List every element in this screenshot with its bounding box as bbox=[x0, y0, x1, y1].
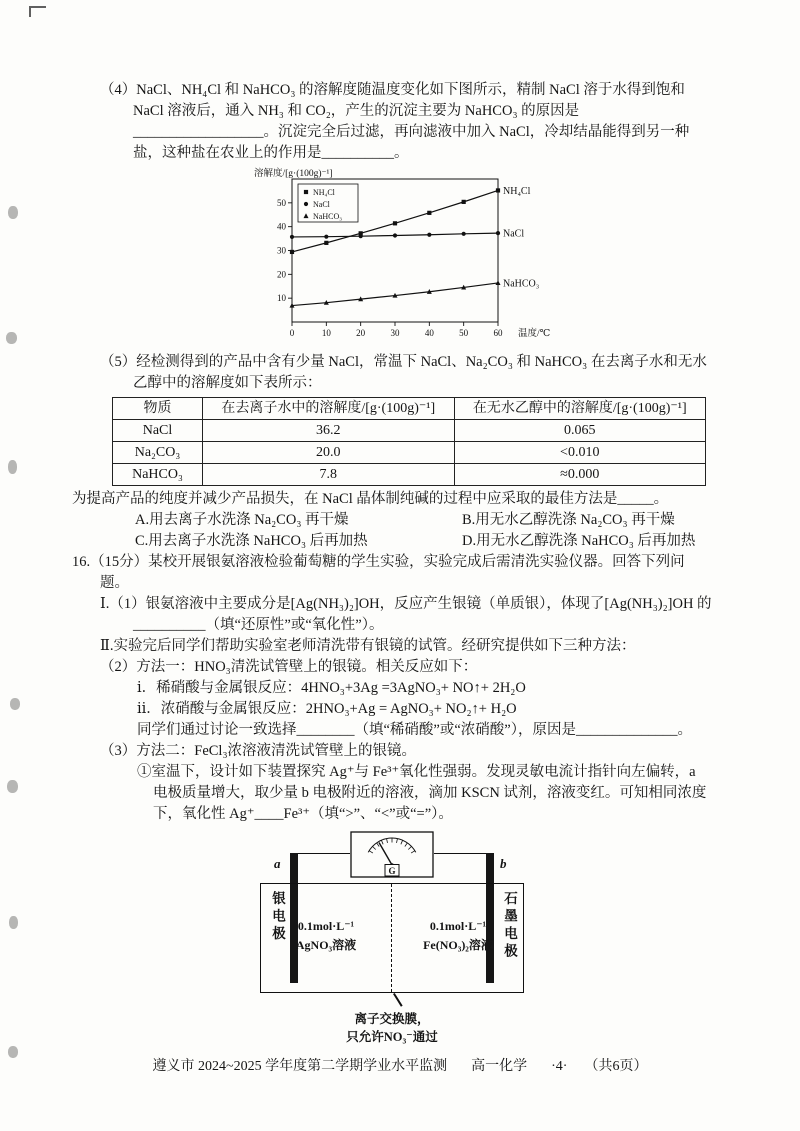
wire-right bbox=[434, 853, 490, 854]
table-header-row bbox=[113, 398, 706, 420]
q16-part2: Ⅱ.实验完后同学们帮助实验室老师清洗带有银镜的试管。经研究提供如下三种方法： bbox=[100, 638, 636, 654]
electrode-a-tag: a bbox=[274, 856, 281, 871]
option-c: C.用去离子水洗涤 NaHCO₃ 后再加热 bbox=[135, 533, 368, 549]
solubility-chart-svg bbox=[248, 167, 560, 349]
svg-text:NaCl: NaCl bbox=[503, 228, 525, 240]
scan-artifact bbox=[8, 460, 17, 474]
page-footer bbox=[0, 1056, 800, 1077]
q16-method2 bbox=[100, 741, 712, 762]
question-4-text: NaCl、NH₄Cl 和 NaHCO₃ 的溶解度随温度变化如下图所示，精制 NaCl 溶于水得到饱和 NaCl 溶液后，通入 NH₃ 和 CO₂，产生的沉淀主要为 NaHCO₃ 的原因是__________________。沉淀完全后过滤，再向滤液中加入 NaCl，冷却结晶能得到另一种盐，这种盐在农业上的作用是__________。 bbox=[133, 82, 690, 161]
table-row bbox=[113, 420, 706, 442]
cell-ethanol-value: <0.010 bbox=[454, 442, 706, 464]
svg-text:溶解度/[g·(100g)⁻¹]: 溶解度/[g·(100g)⁻¹] bbox=[254, 169, 333, 179]
svg-text:50: 50 bbox=[277, 197, 286, 208]
cell-substance: Na₂CO₃ bbox=[113, 442, 203, 464]
q16-sub1-text: 室温下，设计如下装置探究 Ag⁺与 Fe³⁺氧化性强弱。发现灵敏电流计指针向左偏转，a 电极质量增大，取少量 b 电极附近的溶液，滴加 KSCN 试剂，溶液变红。可知相同浓度下，氧化性 Ag⁺____Fe³⁺（填“>”、“<”或“=”）。 bbox=[151, 764, 707, 822]
q16-choice: 同学们通过讨论一致选择________（填“稀硝酸”或“浓硝酸”），原因是______________。 bbox=[137, 722, 692, 738]
q16-sub1 bbox=[137, 762, 712, 825]
question-5 bbox=[100, 352, 712, 394]
q16-sub1-number: ① bbox=[137, 764, 152, 780]
svg-text:NaHCO₃: NaHCO₃ bbox=[503, 278, 540, 290]
svg-text:40: 40 bbox=[424, 328, 434, 338]
question-4 bbox=[100, 80, 712, 164]
galvanometer-label: G bbox=[388, 865, 396, 876]
footer-subject: 高一化学 bbox=[471, 1059, 528, 1074]
q16-method1-text: 方法一：HNO₃清洗试管壁上的银镜。相关反应如下： bbox=[136, 659, 478, 675]
left-solution-label: 0.1mol·L⁻¹ AgNO₃溶液 bbox=[295, 919, 357, 953]
scan-artifact bbox=[10, 698, 20, 710]
svg-text:20: 20 bbox=[356, 328, 366, 338]
svg-text:10: 10 bbox=[277, 293, 286, 304]
electrochemical-cell-diagram bbox=[252, 831, 532, 1049]
q16-method2-text: 方法二：FeCl₃浓溶液清洗试管壁上的银镜。 bbox=[136, 743, 417, 759]
option-a: A.用去离子水洗涤 Na₂CO₃ 再干燥 bbox=[135, 512, 349, 528]
galvanometer bbox=[350, 831, 434, 879]
cell-water-value: 7.8 bbox=[203, 464, 455, 486]
question-16-header: 16.（15分）某校开展银氨溶液检验葡萄糖的学生实验，实验完成后需清洗实验仪器。回答下列问题。 bbox=[72, 554, 685, 591]
svg-text:NaHCO₃: NaHCO₃ bbox=[313, 212, 343, 221]
solubility-chart bbox=[248, 167, 560, 349]
table-row bbox=[113, 464, 706, 486]
wire-left bbox=[294, 853, 350, 854]
svg-text:温度/℃: 温度/℃ bbox=[518, 329, 551, 339]
option-b: B.用无水乙醇洗涤 Na₂CO₃ 再干燥 bbox=[462, 512, 675, 528]
scan-artifact bbox=[8, 206, 18, 219]
q16-part1-text: 银氨溶液中主要成分是[Ag(NH₃)₂]OH，反应产生银镜（单质银），体现了[Ag(NH₃)₂]OH 的__________（填“还原性”或“氧化性”）。 bbox=[133, 596, 712, 633]
cell-ethanol-value: 0.065 bbox=[454, 420, 706, 442]
page-content bbox=[72, 80, 712, 1049]
graphite-electrode-label: 石墨电极 bbox=[502, 891, 517, 961]
electrode-b-tag: b bbox=[500, 856, 507, 871]
cell-water-value: 20.0 bbox=[203, 442, 455, 464]
scan-artifact-corner bbox=[29, 6, 46, 17]
cell-substance: NaCl bbox=[113, 420, 203, 442]
scan-artifact bbox=[6, 332, 17, 344]
col-header-substance: 物质 bbox=[113, 398, 203, 420]
question-5-text: 经检测得到的产品中含有少量 NaCl，常温下 NaCl、Na₂CO₃ 和 NaHCO₃ 在去离子水和无水乙醇中的溶解度如下表所示： bbox=[133, 354, 707, 391]
reaction-dilute: ⅰ．稀硝酸与金属银反应：4HNO₃+3Ag =3AgNO₃+ NO↑+ 2H₂O bbox=[137, 680, 526, 696]
q5-question: 为提高产品的纯度并减少产品损失，在 NaCl 晶体制纯碱的过程中应采取的最佳方法是_____。 bbox=[72, 491, 669, 507]
membrane-pointer-line bbox=[393, 993, 403, 1007]
solubility-table bbox=[112, 397, 706, 486]
scan-artifact bbox=[7, 780, 18, 793]
col-header-ethanol-solubility: 在无水乙醇中的溶解度/[g·(100g)⁻¹] bbox=[454, 398, 706, 420]
scan-artifact bbox=[9, 916, 18, 929]
q16-part1-number: Ⅰ.（1） bbox=[100, 596, 146, 612]
question-5-number: （5） bbox=[100, 354, 137, 370]
svg-text:0: 0 bbox=[289, 328, 295, 338]
q16-method1-number: （2） bbox=[100, 659, 137, 675]
footer-title: 遵义市 2024~2025 学年度第二学期学业水平监测 bbox=[152, 1059, 448, 1074]
q16-method2-number: （3） bbox=[100, 743, 137, 759]
footer-page-number: ·4· bbox=[551, 1059, 568, 1074]
question-4-number: （4） bbox=[100, 82, 137, 98]
svg-text:50: 50 bbox=[459, 328, 469, 338]
membrane-note: 离子交换膜， 只允许NO₃⁻通过 bbox=[346, 1012, 438, 1045]
right-solution-label: 0.1mol·L⁻¹ Fe(NO₃)₂溶液 bbox=[423, 919, 493, 953]
footer-total-pages: （共6页） bbox=[591, 1059, 648, 1074]
svg-text:30: 30 bbox=[390, 328, 400, 338]
option-d: D.用无水乙醇洗涤 NaHCO₃ 后再加热 bbox=[462, 533, 696, 549]
svg-text:30: 30 bbox=[277, 245, 286, 256]
svg-text:NH₄Cl: NH₄Cl bbox=[313, 188, 335, 197]
svg-text:NH₄Cl: NH₄Cl bbox=[503, 185, 531, 197]
cell-water-value: 36.2 bbox=[203, 420, 455, 442]
cell-ethanol-value: ≈0.000 bbox=[454, 464, 706, 486]
svg-text:10: 10 bbox=[321, 328, 331, 338]
svg-text:40: 40 bbox=[277, 221, 286, 232]
ion-exchange-membrane bbox=[391, 884, 392, 992]
col-header-water-solubility: 在去离子水中的溶解度/[g·(100g)⁻¹] bbox=[203, 398, 455, 420]
table-row bbox=[113, 442, 706, 464]
reaction-concentrated: ⅱ．浓硝酸与金属银反应：2HNO₃+Ag = AgNO₃+ NO₂↑+ H₂O bbox=[137, 701, 517, 717]
q5-options bbox=[135, 510, 712, 552]
q16-part1 bbox=[100, 594, 712, 636]
svg-text:60: 60 bbox=[493, 328, 503, 338]
q16-method1 bbox=[100, 657, 712, 678]
svg-text:NaCl: NaCl bbox=[313, 200, 330, 209]
cell-substance: NaHCO₃ bbox=[113, 464, 203, 486]
svg-text:20: 20 bbox=[277, 269, 286, 280]
silver-electrode-label: 银电极 bbox=[270, 891, 285, 944]
